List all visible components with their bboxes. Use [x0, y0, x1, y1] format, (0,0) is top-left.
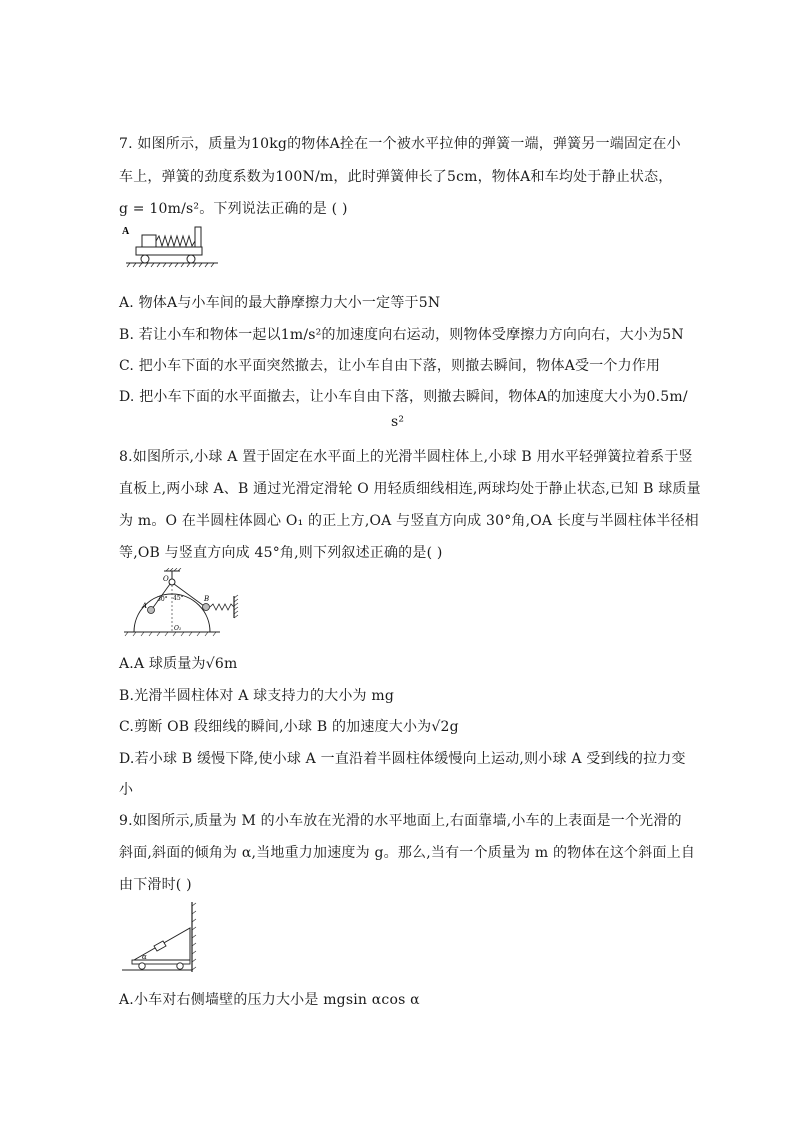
q8-option-a: A.A 球质量为√6m — [119, 656, 238, 672]
q7-option-a: A. 物体A与小车间的最大静摩擦力大小一定等于5N — [119, 295, 441, 311]
q8-label-o: O — [163, 575, 169, 583]
q8-option-c: C.剪断 OB 段细线的瞬间,小球 B 的加速度大小为√2g — [119, 719, 459, 735]
q8-label-b: B — [204, 595, 210, 603]
q8-line-3: 为 m。O 在半圆柱体圆心 O₁ 的正上方,OA 与竖直方向成 30°角,OA 长度与半圆柱体半径相 — [119, 513, 699, 529]
q7-figure-label: A — [122, 226, 130, 237]
q8-label-a: A — [142, 602, 148, 610]
q7-option-c: C. 把小车下面的水平面突然撤去，让小车自由下落，则撤去瞬间，物体A受一个力作用 — [119, 358, 661, 374]
q9-option-a: A.小车对右侧墙壁的压力大小是 mgsin αcos α — [119, 992, 420, 1008]
q7-figure-cart-spring — [118, 222, 224, 270]
q9-line-2: 斜面,斜面的倾角为 α,当地重力加速度为 g。那么,当有一个质量为 m 的物体在这个斜面上自 — [119, 845, 696, 861]
q7-option-d: D. 把小车下面的水平面撤去，让小车自由下落，则撤去瞬间，物体A的加速度大小为0.5m/ — [119, 389, 688, 405]
q7-option-b: B. 若让小车和物体一起以1m/s²的加速度向右运动，则物体受摩擦力方向向右，大小为5N — [119, 327, 684, 343]
q8-line-4: 等,OB 与竖直方向成 45°角,则下列叙述正确的是( ) — [119, 545, 443, 561]
q9-label-alpha: α — [142, 953, 147, 961]
q8-figure-pulley-semicylinder — [120, 568, 250, 640]
q8-option-b: B.光滑半圆柱体对 A 球支持力的大小为 mg — [119, 688, 395, 704]
q8-option-d-wrap: 小 — [119, 782, 134, 798]
q8-option-d: D.若小球 B 缓慢下降,使小球 A 一直沿着半圆柱体缓慢向上运动,则小球 A 受到线的拉力变 — [119, 751, 686, 767]
q9-line-1: 9.如图所示,质量为 M 的小车放在光滑的水平地面上,右面靠墙,小车的上表面是一个光滑的 — [119, 813, 682, 829]
q8-line-2: 直板上,两小球 A、B 通过光滑定滑轮 O 用轻质细线相连,两球均处于静止状态,已知 B 球质量 — [119, 481, 701, 497]
q7-option-d-wrap: s² — [391, 414, 405, 430]
q9-line-3: 由下滑时( ) — [119, 877, 192, 893]
q7-line-2: 车上，弹簧的劲度系数为100N/m，此时弹簧伸长了5cm，物体A和车均处于静止状态， — [119, 169, 673, 185]
q9-figure-incline-cart — [120, 900, 200, 974]
q8-label-angle-45: 45° — [173, 595, 184, 602]
q7-line-3: g = 10m/s²。下列说法正确的是 ( ) — [119, 201, 348, 217]
q8-label-o1: O₁ — [174, 625, 182, 632]
q8-label-angle-30: 30° — [157, 596, 168, 603]
q8-line-1: 8.如图所示,小球 A 置于固定在水平面上的光滑半圆柱体上,小球 B 用水平轻弹簧拉着系于竖 — [119, 449, 693, 465]
q7-line-1: 7. 如图所示，质量为10kg的物体A拴在一个被水平拉伸的弹簧一端，弹簧另一端固定在小 — [119, 136, 681, 152]
